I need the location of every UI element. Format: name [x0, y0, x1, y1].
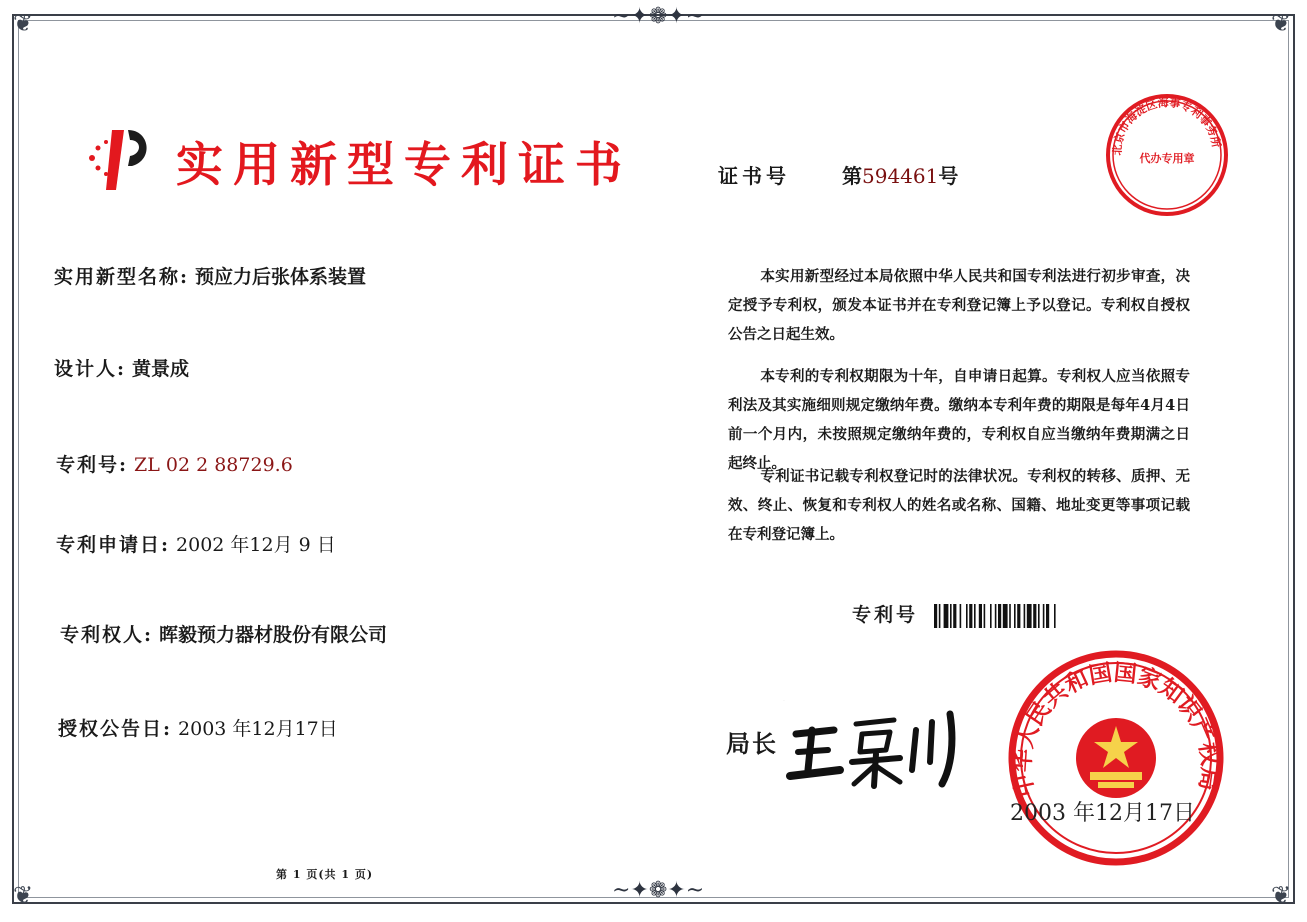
barcode-bar	[1014, 604, 1016, 628]
barcode-bar	[1038, 604, 1040, 628]
signature-text	[782, 700, 785, 701]
barcode-icon	[934, 604, 1114, 628]
field-label: 授权公告日:	[58, 718, 173, 740]
barcode-bar	[969, 604, 972, 628]
barcode-bar	[960, 604, 962, 628]
certificate-number-label: 证书号	[718, 164, 790, 188]
barcode-bar	[998, 604, 1001, 628]
patent-office-logo-icon	[84, 120, 156, 192]
field-patentee	[60, 620, 387, 647]
corner-ornament-icon: ❦	[1270, 9, 1292, 37]
bottom-ornament-icon: ~✦❁✦~	[612, 878, 705, 903]
body-paragraph-text: 本实用新型经过本局依照中华人民共和国专利法进行初步审查，决定授予专利权，颁发本证书并在专利登记簿上予以登记。专利权自授权公告之日起生效。	[728, 268, 1190, 343]
certificate-number-value: 594461	[862, 164, 939, 188]
barcode-bar	[979, 604, 982, 628]
barcode-bar	[944, 604, 949, 628]
certificate-title: 实用新型专利证书	[176, 138, 632, 193]
barcode-bar	[1033, 604, 1036, 628]
barcode-bar	[950, 604, 952, 628]
director-signature	[782, 700, 972, 792]
barcode-bar	[984, 604, 986, 628]
field-value: 预应力后张体系装置	[195, 266, 367, 288]
top-ornament-icon: ~✦❁✦~	[612, 4, 705, 29]
small-seal-text: 北京市海淀区海事专利事务所	[1110, 96, 1223, 156]
barcode-bar	[1003, 604, 1008, 628]
barcode-bar	[1017, 604, 1020, 628]
barcode-bar	[995, 604, 997, 628]
field-label: 实用新型名称:	[54, 266, 190, 288]
svg-text:北京市海淀区海事专利事务所	[1111, 95, 1224, 156]
corner-ornament-icon: ❦	[12, 881, 34, 909]
field-label: 专利号:	[56, 454, 129, 476]
barcode-bar	[1054, 604, 1056, 628]
body-paragraph-text: 本专利的专利权期限为十年，自申请日起算。专利权人应当依照专利法及其实施细则规定缴纳年费。缴纳本专利年费的期限是每年4月4日前一个月内，未按照规定缴纳年费的，专利权自应当缴纳年费期满之日起终止。	[728, 368, 1190, 472]
field-value: 黄景成	[132, 358, 190, 380]
page-number: 第 1 页(共 1 页)	[276, 868, 374, 881]
body-paragraph-text: 专利证书记载专利权登记时的法律状况。专利权的转移、质押、无效、终止、恢复和专利权人的姓名或名称、国籍、地址变更等事项记载在专利登记簿上。	[728, 468, 1190, 543]
certificate-number-prefix: 第	[842, 164, 862, 188]
director-label: 局长	[726, 729, 778, 758]
barcode-bar	[1046, 604, 1049, 628]
small-seal-center-text: 代办专用章	[1139, 152, 1195, 165]
barcode-bar	[990, 604, 992, 628]
issue-date: 2003 年12月17日	[1010, 801, 1195, 826]
body-paragraph	[728, 262, 1190, 349]
body-paragraph	[728, 462, 1190, 549]
national-ip-office-seal-icon	[1006, 648, 1226, 868]
field-model-name	[54, 262, 366, 289]
body-paragraph	[728, 362, 1190, 478]
field-value: ZL 02 2 88729.6	[134, 454, 293, 476]
barcode-bar	[1009, 604, 1011, 628]
barcode-bar	[953, 604, 956, 628]
field-value: 2002 年12月 9 日	[176, 534, 336, 556]
certificate-number-suffix: 号	[938, 164, 959, 188]
big-seal-text: 中华人民共和国国家知识产权局	[1009, 659, 1223, 800]
barcode-bar	[934, 604, 937, 628]
barcode-bar	[1027, 604, 1032, 628]
barcode-bar	[1043, 604, 1045, 628]
corner-ornament-icon: ❦	[12, 9, 34, 37]
field-application-date	[56, 530, 336, 557]
barcode-bar	[1024, 604, 1026, 628]
field-designer	[54, 354, 189, 381]
barcode-bar	[974, 604, 976, 628]
barcode-bar	[966, 604, 968, 628]
certificate-number	[842, 160, 958, 189]
barcode-label: 专利号	[852, 604, 919, 626]
field-label: 专利权人:	[60, 624, 154, 646]
barcode-bar	[939, 604, 941, 628]
field-label: 专利申请日:	[56, 534, 171, 556]
field-grant-date	[58, 714, 338, 741]
field-label: 设计人:	[54, 358, 127, 380]
field-value: 2003 年12月17日	[178, 718, 338, 740]
corner-ornament-icon: ❦	[1270, 881, 1292, 909]
field-patent-number	[56, 450, 293, 477]
field-value: 晖毅预力器材股份有限公司	[159, 624, 388, 646]
agency-seal-icon	[1104, 92, 1230, 218]
